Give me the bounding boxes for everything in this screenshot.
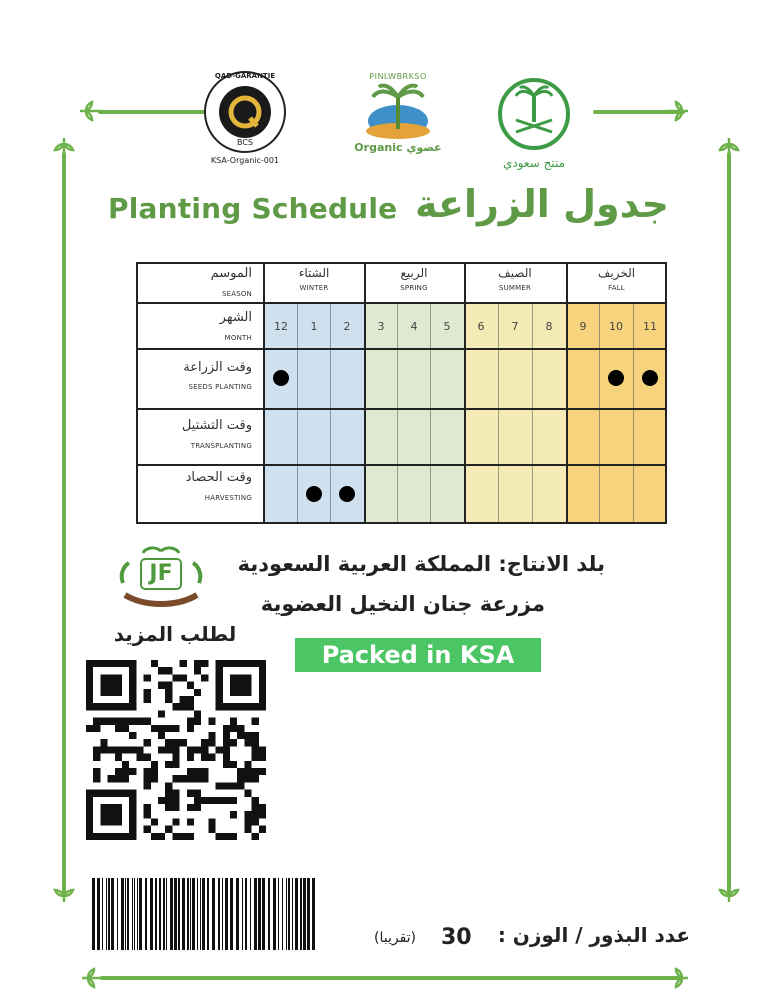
row-harvesting-ar: وقت الحصاد	[185, 470, 252, 485]
leaf-ornament-icon	[51, 136, 77, 162]
summer-column-bg	[464, 303, 566, 524]
schedule-mark-dot	[608, 370, 624, 386]
schedule-mark-dot	[642, 370, 658, 386]
palm-tree-icon	[353, 81, 443, 141]
leaf-ornament-icon	[716, 878, 742, 904]
month-5: 5	[443, 320, 451, 333]
season-fall-ar: الخريف	[597, 266, 636, 280]
month-8: 8	[545, 320, 553, 333]
schedule-mark-dot	[339, 486, 355, 502]
row-seeds-planting-en: SEEDS PLANTING	[188, 383, 252, 391]
row-transplanting-ar: وقت التشتيل	[181, 418, 252, 433]
saudi-caption: منتج سعودي	[502, 156, 565, 170]
leaf-ornament-icon	[78, 98, 104, 124]
month-label-en: MONTH	[224, 334, 252, 342]
month-7: 7	[511, 320, 519, 333]
season-winter-en: WINTER	[299, 284, 329, 292]
seed-weight-value: 30	[441, 925, 472, 950]
organic-logo	[348, 72, 448, 172]
season-summer-ar: الصيف	[498, 266, 532, 280]
month-12: 12	[274, 320, 288, 333]
organic-caption	[348, 141, 448, 154]
bcs-certification-logo	[195, 70, 295, 170]
title-arabic: جدول الزراعة	[415, 182, 669, 226]
packed-in-ksa-badge: Packed in KSA	[295, 638, 541, 672]
leaf-ornament-icon	[51, 878, 77, 904]
bcs-ring-text: QAD-GARANTIE	[214, 72, 276, 80]
organic-caption-en: Organic	[354, 141, 403, 154]
month-2: 2	[343, 320, 351, 333]
organic-caption-ar: عضوي	[406, 141, 442, 154]
row-transplanting-en: TRANSPLANTING	[190, 442, 252, 450]
farm-logo-text: JF	[149, 561, 173, 586]
month-4: 4	[410, 320, 418, 333]
leaf-ornament-icon	[80, 965, 106, 991]
approximately-note: (تقريبا)	[374, 930, 417, 946]
schedule-mark-dot	[306, 486, 322, 502]
season-summer-en: SUMMER	[498, 284, 532, 292]
month-10: 10	[609, 320, 623, 333]
row-harvesting-en: HARVESTING	[204, 494, 252, 502]
row-seeds-planting-ar: وقت الزراعة	[183, 360, 252, 375]
saudi-palm-swords-icon	[496, 76, 572, 152]
season-label-en: SEASON	[221, 290, 252, 298]
planting-schedule-table	[136, 262, 667, 524]
month-1: 1	[310, 320, 318, 333]
fall-column-bg	[566, 303, 667, 524]
title-english: Planting Schedule	[108, 192, 398, 225]
schedule-mark-dot	[273, 370, 289, 386]
leaf-ornament-icon	[664, 965, 690, 991]
month-label-ar: الشهر	[219, 310, 252, 325]
organic-top-text: PINLWBRKSO	[369, 72, 427, 81]
saudi-product-logo	[494, 76, 574, 172]
seed-weight-label: عدد البذور / الوزن :	[497, 923, 690, 947]
season-winter-ar: الشتاء	[298, 266, 330, 280]
season-fall-en: FALL	[608, 284, 625, 292]
season-label-ar: الموسم	[210, 266, 252, 281]
qr-code[interactable]	[86, 660, 266, 840]
month-11: 11	[643, 320, 657, 333]
bcs-caption: KSA-Organic-001	[210, 156, 280, 165]
farm-logo	[115, 543, 207, 613]
season-spring-en: SPRING	[400, 284, 428, 292]
bcs-bottom-text: BCS	[236, 138, 253, 147]
spring-column-bg	[364, 303, 464, 524]
country-of-origin: بلد الانتاج: المملكة العربية السعودية	[237, 552, 605, 576]
farm-name: مزرعة جنان النخيل العضوية	[260, 592, 545, 616]
season-spring-ar: الربيع	[400, 266, 428, 280]
leaf-ornament-icon	[664, 98, 690, 124]
month-3: 3	[377, 320, 385, 333]
month-6: 6	[477, 320, 485, 333]
barcode	[90, 878, 320, 950]
month-9: 9	[579, 320, 587, 333]
leaf-ornament-icon	[716, 136, 742, 162]
order-more-label: لطلب المزيد	[113, 622, 237, 646]
